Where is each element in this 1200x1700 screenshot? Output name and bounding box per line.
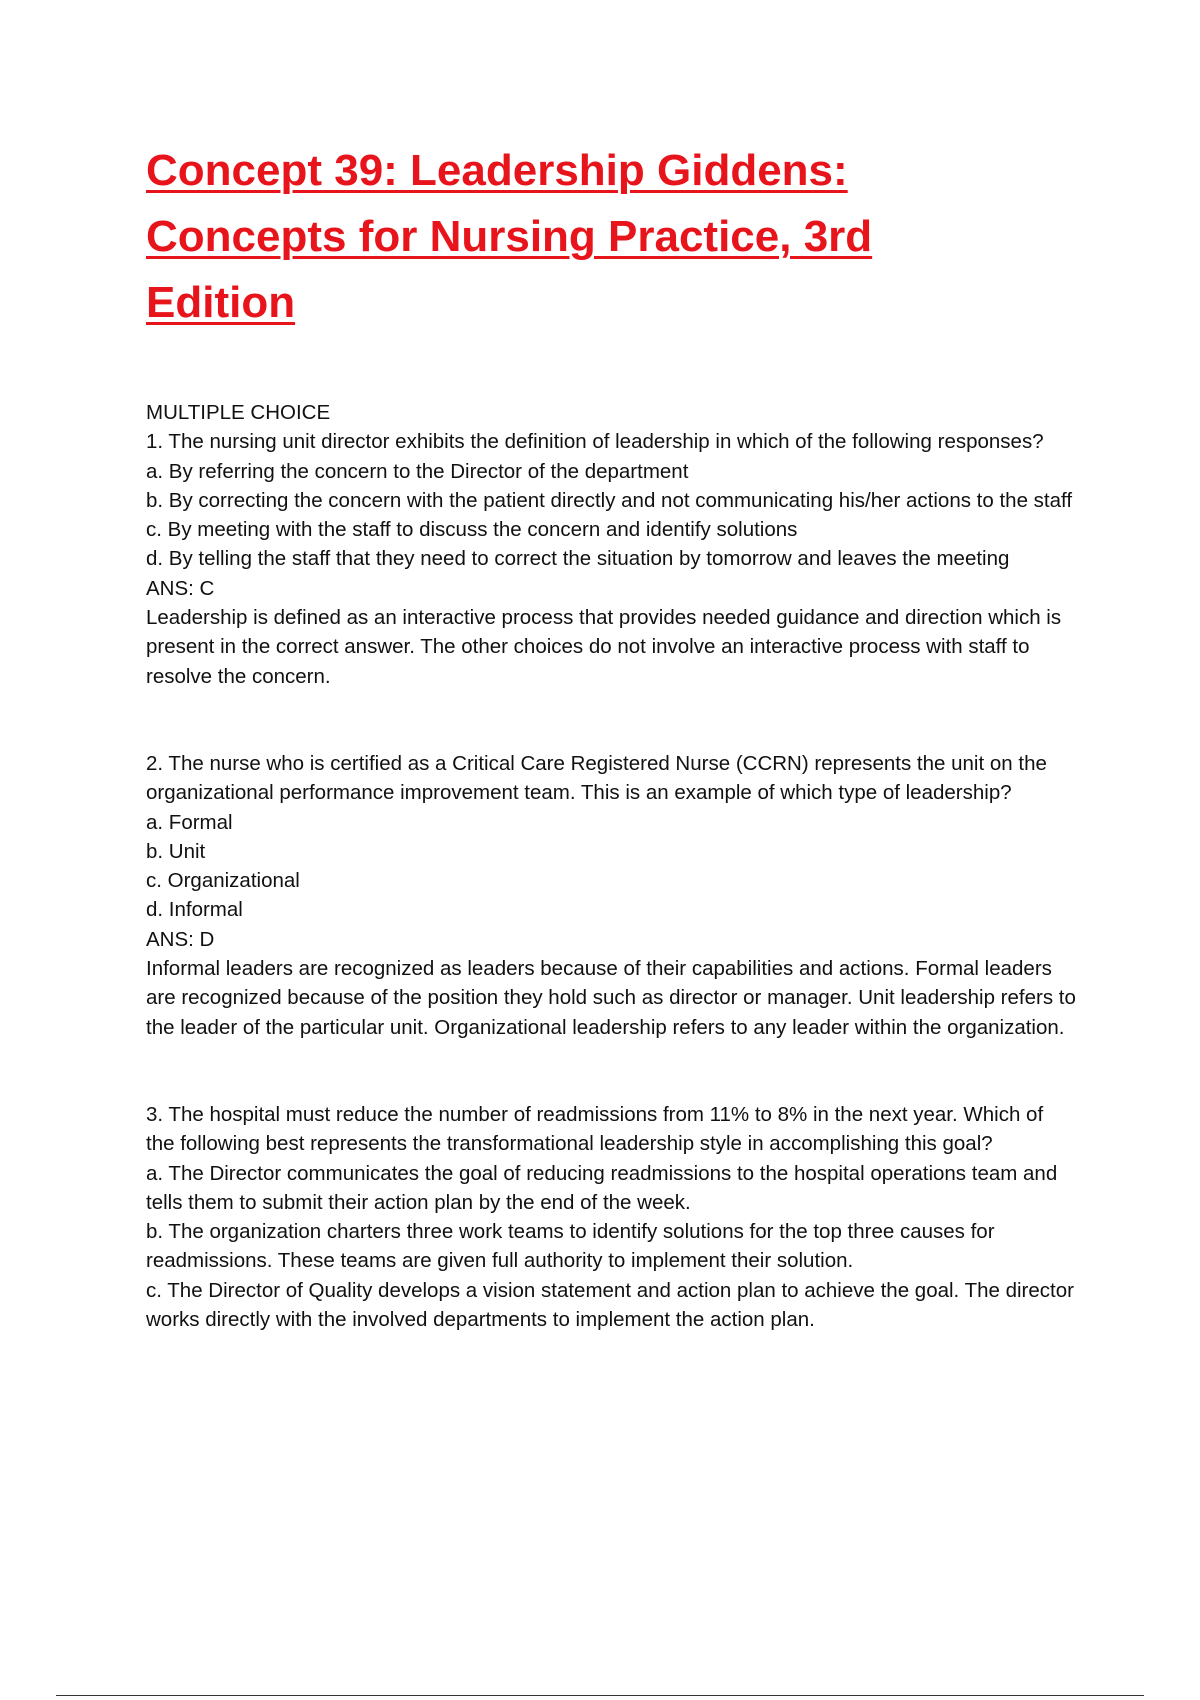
answer-option: c. The Director of Quality develops a vision statement and action plan to achieve the goal. The director works directly with the involved departments to implement the action plan. xyxy=(146,1278,1074,1332)
question-block-3 xyxy=(146,1100,1076,1334)
answer-key: ANS: C xyxy=(146,576,215,600)
answer-key: ANS: D xyxy=(146,927,215,951)
question-block-1 xyxy=(146,398,1076,691)
answer-option: b. By correcting the concern with the patient directly and not communicating his/her actions to the staff xyxy=(146,488,1073,512)
rationale: Leadership is defined as an interactive process that provides needed guidance and direction which is present in the correct answer. The other choices do not involve an interactive process with staff to resolve the concern. xyxy=(146,606,1062,688)
document-content xyxy=(146,398,1076,1334)
answer-option: c. By meeting with the staff to discuss the concern and identify solutions xyxy=(146,518,798,542)
question-block-2 xyxy=(146,749,1076,1042)
document-title: Concept 39: Leadership Giddens: Concepts for Nursing Practice, 3rd Edition xyxy=(146,146,873,327)
answer-option: b. Unit xyxy=(146,839,206,863)
answer-option: b. The organization charters three work teams to identify solutions for the top three causes for readmissions. These teams are given full authority to implement their solution. xyxy=(146,1220,995,1273)
question-stem: 3. The hospital must reduce the number of readmissions from 11% to 8% in the next year. Which of the following best represents the transformational leadership style in accomplishing this goal? xyxy=(146,1102,1044,1156)
answer-option: d. Informal xyxy=(146,898,243,922)
answer-option: a. The Director communicates the goal of reducing readmissions to the hospital operations team and tells them to submit their action plan by the end of the week. xyxy=(146,1161,1058,1214)
question-stem: 1. The nursing unit director exhibits the definition of leadership in which of the following responses? xyxy=(146,430,1044,454)
answer-option: d. By telling the staff that they need to correct the situation by tomorrow and leaves the meeting xyxy=(146,547,1010,571)
answer-option: a. Formal xyxy=(146,810,233,834)
answer-option: a. By referring the concern to the Director of the department xyxy=(146,459,689,483)
footer-divider xyxy=(56,1695,1144,1696)
section-label: MULTIPLE CHOICE xyxy=(146,401,331,424)
answer-option: c. Organizational xyxy=(146,869,300,893)
question-stem: 2. The nurse who is certified as a Critical Care Registered Nurse (CCRN) represents the unit on the organizational performance improvement team. This is an example of which type of leadership? xyxy=(146,751,1047,805)
rationale: Informal leaders are recognized as leaders because of their capabilities and actions. Formal leaders are recognized because of the position they hold such as director or manager. Unit leadership refers to the leader of the particular unit. Organizational leadership refers to any leader within the organization. xyxy=(146,957,1076,1039)
document-page xyxy=(146,138,1076,1334)
